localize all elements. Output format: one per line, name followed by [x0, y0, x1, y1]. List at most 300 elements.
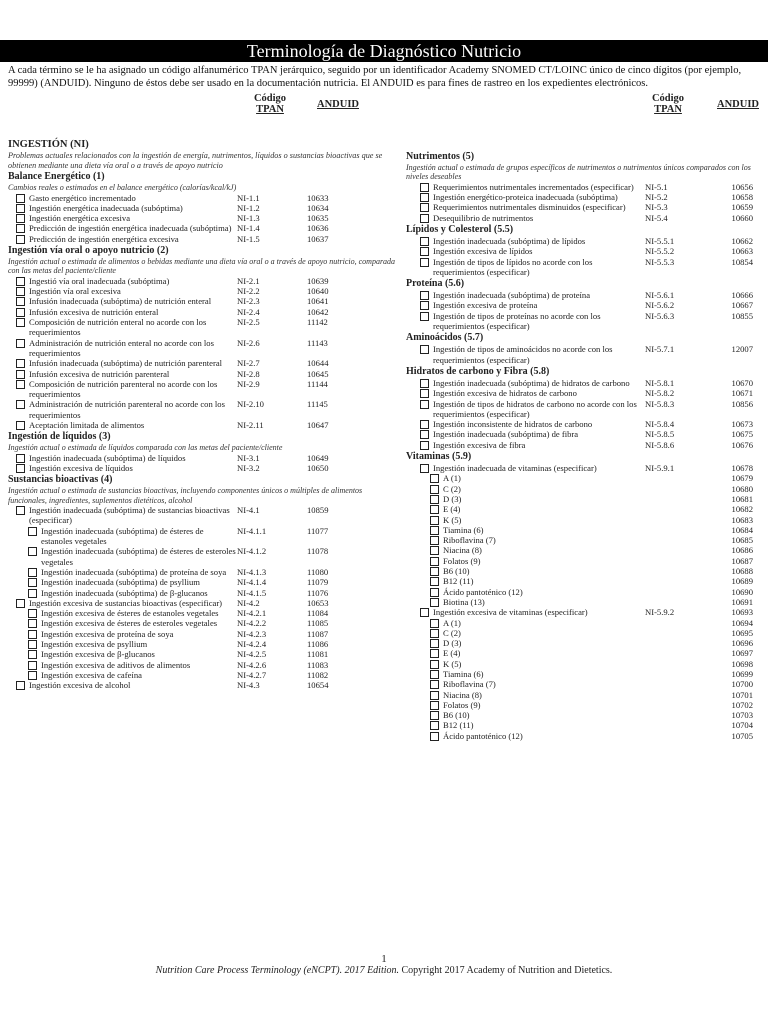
term-anduid: 11087: [307, 628, 329, 639]
class-description: Cambios reales o estimados en el balance energético (calorías/kcal/kJ): [8, 183, 237, 193]
term-anduid: 10686: [731, 545, 753, 556]
term-anduid: 10685: [731, 535, 753, 546]
term-code: NI-4.2.5: [237, 649, 267, 660]
checkbox[interactable]: [430, 505, 439, 514]
term-row: [8, 588, 400, 598]
term-row: [8, 463, 400, 473]
term-row: [8, 379, 400, 400]
term-code: NI-5.8.2: [645, 388, 675, 399]
term-anduid: 11081: [307, 649, 329, 660]
checkbox[interactable]: [28, 671, 37, 680]
term-label: Ingestión inadecuada (subóptima) de hidratos de carbono: [433, 377, 630, 388]
term-anduid: 10699: [731, 668, 753, 679]
checkbox[interactable]: [16, 224, 25, 233]
term-label: K (5): [443, 514, 462, 525]
term-anduid: 10693: [731, 607, 753, 618]
term-row: [8, 234, 400, 244]
term-row: [406, 607, 756, 617]
term-row: [406, 236, 756, 246]
term-anduid: 10690: [731, 586, 753, 597]
term-row: [8, 670, 400, 680]
term-anduid: 10644: [307, 358, 329, 369]
class-title: Vitaminas (5.9): [406, 451, 472, 463]
term-row: [8, 526, 400, 547]
term-row: [8, 546, 400, 567]
checkbox[interactable]: [430, 701, 439, 710]
term-row: [8, 577, 400, 587]
term-code: NI-5.6.3: [645, 310, 675, 321]
term-row: [8, 649, 400, 659]
term-anduid: 10676: [731, 439, 753, 450]
checkbox[interactable]: [16, 454, 25, 463]
term-label: Riboflavina (7): [443, 535, 496, 546]
term-row: [8, 598, 400, 608]
checkbox[interactable]: [430, 711, 439, 720]
class-title: Lípidos y Colesterol (5.5): [406, 224, 514, 235]
term-row: [406, 399, 756, 420]
checkbox[interactable]: [16, 194, 25, 203]
term-label: Ingestión excesiva de proteína: [433, 300, 538, 311]
term-row: [406, 388, 756, 398]
term-anduid: 10658: [731, 192, 753, 203]
checkbox[interactable]: [420, 608, 429, 617]
term-label: Niacina (8): [443, 545, 482, 556]
term-label: Ingestión excesiva de β-glucanos: [41, 649, 155, 660]
term-label: Ingestión inadecuada (subóptima) de psyllium: [41, 577, 200, 588]
checkbox[interactable]: [28, 661, 37, 670]
term-label: Riboflavina (7): [443, 679, 496, 690]
checkbox[interactable]: [430, 619, 439, 628]
term-row: [406, 618, 756, 628]
term-code: NI-1.1: [237, 192, 260, 203]
term-anduid: 10673: [731, 419, 753, 430]
term-anduid: 10856: [731, 398, 753, 409]
term-anduid: 10687: [731, 555, 753, 566]
checkbox[interactable]: [430, 588, 439, 597]
checkbox[interactable]: [430, 721, 439, 730]
term-label: A (1): [443, 617, 461, 628]
term-label: A (1): [443, 473, 461, 484]
class-title: Nutrimentos (5): [406, 151, 475, 162]
term-anduid: 10641: [307, 296, 329, 307]
term-code: NI-1.2: [237, 202, 260, 213]
term-code: NI-5.9.2: [645, 607, 675, 618]
term-label: B6 (10): [443, 566, 470, 577]
class-description: Ingestión actual o estimada de líquidos comparada con las metas del paciente/cliente: [8, 443, 283, 453]
term-label: Tiamina (6): [443, 668, 484, 679]
term-label: Ingestión inadecuada (subóptima) de líquidos: [29, 452, 186, 463]
term-row: [406, 669, 756, 679]
term-row: [406, 576, 756, 586]
term-row: [406, 463, 756, 473]
checkbox[interactable]: [420, 312, 429, 321]
checkbox[interactable]: [420, 464, 429, 473]
term-anduid: 11076: [307, 587, 329, 598]
checkbox[interactable]: [430, 495, 439, 504]
term-label: Ácido pantoténico (12): [443, 586, 523, 597]
term-code: NI-1.4: [237, 223, 260, 234]
class-title: Hidratos de carbono y Fibra (5.8): [406, 365, 550, 377]
term-label: Aceptación limitada de alimentos: [29, 420, 145, 431]
term-code: NI-3.1: [237, 452, 260, 463]
checkbox[interactable]: [430, 485, 439, 494]
term-label: Ingestión excesiva de aditivos de alimentos: [41, 659, 191, 670]
term-label: Tiamina (6): [443, 524, 484, 535]
term-anduid: 10645: [307, 368, 329, 379]
term-row: [406, 440, 756, 450]
term-anduid: 10656: [731, 181, 753, 192]
term-label: Niacina (8): [443, 689, 482, 700]
class-title: Proteína (5.6): [406, 278, 465, 290]
checkbox[interactable]: [16, 464, 25, 473]
checkbox[interactable]: [16, 339, 25, 348]
term-anduid: 10855: [731, 310, 753, 321]
term-anduid: 10671: [731, 388, 753, 399]
checkbox[interactable]: [16, 380, 25, 389]
checkbox[interactable]: [420, 430, 429, 439]
checkbox[interactable]: [430, 474, 439, 483]
term-label: Ingestión inadecuada (subóptima) de ésteres de estanoles vegetales: [41, 525, 204, 547]
checkbox[interactable]: [430, 536, 439, 545]
term-row: [8, 193, 400, 203]
term-row: [406, 720, 756, 730]
checkbox[interactable]: [16, 370, 25, 379]
term-anduid: 10678: [731, 463, 753, 474]
term-anduid: 11078: [307, 546, 329, 557]
term-code: NI-5.8.1: [645, 377, 675, 388]
checkbox[interactable]: [420, 345, 429, 354]
term-anduid: 10698: [731, 658, 753, 669]
term-label: Ingestión excesiva de alcohol: [29, 680, 131, 691]
checkbox[interactable]: [16, 599, 25, 608]
term-anduid: 10663: [731, 246, 753, 257]
checkbox[interactable]: [16, 421, 25, 430]
checkbox[interactable]: [16, 287, 25, 296]
term-code: NI-1.3: [237, 213, 260, 224]
checkbox[interactable]: [430, 639, 439, 648]
checkbox[interactable]: [16, 400, 25, 409]
term-label: K (5): [443, 658, 462, 669]
term-label: Ácido pantoténico (12): [443, 730, 523, 741]
class-title: Ingestión vía oral o apoyo nutricio (2): [8, 245, 169, 257]
term-label: Ingestión de tipos de proteínas no acorde con los requerimientos (especificar): [433, 310, 601, 332]
term-code: NI-5.3: [645, 202, 668, 213]
class-description: Ingestión actual o estimada de alimentos o bebidas mediante una dieta vía oral o a través de apoyo nutricio, comparada con las metas del paciente/cliente: [8, 257, 396, 276]
term-anduid: 10642: [307, 306, 329, 317]
checkbox[interactable]: [16, 681, 25, 690]
checkbox[interactable]: [28, 650, 37, 659]
checkbox[interactable]: [28, 640, 37, 649]
term-code: NI-2.10: [237, 399, 264, 410]
term-code: NI-4.2.1: [237, 608, 267, 619]
checkbox[interactable]: [16, 318, 25, 327]
term-label: Folatos (9): [443, 555, 481, 566]
checkbox[interactable]: [16, 214, 25, 223]
term-label: Administración de nutrición parenteral no acorde con los requerimientos: [29, 399, 225, 420]
checkbox[interactable]: [16, 235, 25, 244]
checkbox[interactable]: [16, 308, 25, 317]
checkbox[interactable]: [16, 506, 25, 515]
term-anduid: 10635: [307, 213, 329, 224]
checkbox[interactable]: [28, 630, 37, 639]
checkbox[interactable]: [430, 577, 439, 586]
checkbox[interactable]: [430, 526, 439, 535]
term-label: Ingestión energética excesiva: [29, 213, 131, 224]
term-anduid: 10859: [307, 505, 329, 516]
term-row: [8, 369, 400, 379]
term-code: NI-4.2.3: [237, 628, 267, 639]
term-row: [8, 358, 400, 368]
term-label: Desequilibrio de nutrimentos: [433, 212, 534, 223]
checkbox[interactable]: [28, 547, 37, 556]
term-row: [406, 679, 756, 689]
term-label: D (3): [443, 493, 462, 504]
term-row: [406, 710, 756, 720]
term-label: Ingestión excesiva de hidratos de carbono: [433, 388, 577, 399]
checkbox[interactable]: [420, 258, 429, 267]
term-anduid: 10667: [731, 300, 753, 311]
term-label: Ingestión excesiva de psyllium: [41, 639, 148, 650]
term-label: D (3): [443, 638, 462, 649]
term-code: NI-5.8.4: [645, 419, 675, 430]
term-code: NI-2.5: [237, 317, 260, 328]
checkbox[interactable]: [16, 277, 25, 286]
term-anduid: 10650: [307, 463, 329, 474]
term-code: NI-5.4: [645, 212, 668, 223]
term-row: [406, 378, 756, 388]
term-row: [406, 535, 756, 545]
checkbox[interactable]: [420, 247, 429, 256]
term-code: NI-4.2.6: [237, 659, 267, 670]
term-anduid: 10702: [731, 699, 753, 710]
term-label: C (2): [443, 627, 461, 638]
term-row: [8, 317, 400, 338]
term-code: NI-2.3: [237, 296, 260, 307]
term-row: [8, 680, 400, 690]
term-row: [8, 213, 400, 223]
term-row: [8, 276, 400, 286]
term-anduid: 11144: [307, 378, 328, 389]
term-label: Composición de nutrición parenteral no acorde con los requerimientos: [29, 378, 218, 400]
term-anduid: 10694: [731, 617, 753, 628]
checkbox[interactable]: [420, 389, 429, 398]
term-anduid: 10697: [731, 648, 753, 659]
term-row: [406, 515, 756, 525]
term-label: Ingestión inadecuada (subóptima) de proteína: [433, 290, 591, 301]
term-row: [406, 182, 756, 192]
term-label: Ingestión excesiva de lípidos: [433, 246, 533, 257]
class-title: Ingestión de líquidos (3): [8, 431, 111, 443]
term-label: E (4): [443, 648, 461, 659]
term-anduid: 11079: [307, 577, 329, 588]
term-anduid: 10700: [731, 679, 753, 690]
term-code: NI-2.1: [237, 275, 260, 286]
term-code: NI-4.1.1: [237, 525, 267, 536]
intro-paragraph: A cada término se le ha asignado un código alfanumérico TPAN jerárquico, seguido por un identificador Academy SNOMED CT/LOINC único de cinco dígitos (por ejemplo, 99999) (ANDUID). Ninguno de éstos debe ser usado en la documentación nutricia. El ANDUID es para fines de rastreo en los expedientes electrónicos.: [8, 65, 742, 89]
class-title: Aminoácidos (5.7): [406, 332, 484, 344]
term-code: NI-4.1: [237, 505, 260, 516]
col-header-anduid-left: ANDUID: [317, 99, 359, 110]
term-code: NI-4.2.7: [237, 669, 267, 680]
checkbox[interactable]: [430, 670, 439, 679]
term-code: NI-5.8.6: [645, 439, 675, 450]
checkbox[interactable]: [16, 297, 25, 306]
term-label: Ingestión de tipos de lípidos no acorde con los requerimientos (especificar): [433, 256, 593, 277]
term-row: [406, 690, 756, 700]
checkbox[interactable]: [430, 660, 439, 669]
term-code: NI-3.2: [237, 463, 260, 474]
term-row: [8, 338, 400, 359]
term-anduid: 10695: [731, 627, 753, 638]
term-row: [406, 587, 756, 597]
checkbox[interactable]: [420, 400, 429, 409]
term-anduid: 11142: [307, 317, 328, 328]
term-label: Predicción de ingestión energética excesiva: [29, 233, 179, 244]
term-code: NI-5.2: [645, 192, 668, 203]
term-label: Requerimientos nutrimentales incrementados (especificar): [433, 181, 634, 192]
checkbox[interactable]: [430, 567, 439, 576]
domain-description: Problemas actuales relacionados con la ingestión de energía, nutrimentos, líquidos o sustancias bioactivas que se obtienen mediante una dieta vía oral o a través de apoyo nutricio: [8, 151, 383, 170]
checkbox[interactable]: [28, 527, 37, 536]
term-anduid: 10684: [731, 524, 753, 535]
term-anduid: 10634: [307, 202, 329, 213]
term-row: [406, 504, 756, 514]
checkbox[interactable]: [430, 732, 439, 741]
checkbox[interactable]: [420, 420, 429, 429]
checkbox[interactable]: [430, 546, 439, 555]
term-row: [406, 700, 756, 710]
checkbox[interactable]: [430, 598, 439, 607]
term-label: B12 (11): [443, 720, 474, 731]
footer: [0, 965, 768, 976]
term-anduid: 10653: [307, 597, 329, 608]
term-code: NI-4.1.3: [237, 566, 267, 577]
term-row: [8, 660, 400, 670]
term-label: Ingestión inadecuada (subóptima) de sustancias bioactivas (especificar): [29, 505, 230, 526]
term-code: NI-2.11: [237, 420, 264, 431]
checkbox[interactable]: [16, 204, 25, 213]
term-anduid: 10683: [731, 514, 753, 525]
term-anduid: 10659: [731, 202, 753, 213]
term-anduid: 11084: [307, 608, 329, 619]
term-label: Administración de nutrición enteral no acorde con los requerimientos: [29, 337, 214, 358]
right-column: [406, 150, 756, 741]
right-classes: [406, 151, 756, 741]
term-row: [406, 659, 756, 669]
term-code: NI-5.5.1: [645, 236, 675, 246]
term-anduid: 10705: [731, 730, 753, 741]
term-label: Ingestión inadecuada (subóptima) de lípidos: [433, 236, 586, 246]
term-label: Ingestión energética inadecuada (subóptima): [29, 202, 183, 213]
term-label: Ingestión excesiva de fibra: [433, 439, 526, 450]
checkbox[interactable]: [420, 203, 429, 212]
term-label: Ingestión inadecuada (subóptima) de fibra: [433, 429, 579, 440]
left-column: [8, 137, 400, 691]
term-code: NI-5.5.2: [645, 246, 675, 257]
checkbox[interactable]: [28, 589, 37, 598]
term-row: [406, 429, 756, 439]
checkbox[interactable]: [420, 183, 429, 192]
page-number: 1: [381, 953, 387, 965]
term-row: [406, 213, 756, 223]
term-label: Ingestión de tipos de aminoácidos no acorde con los requerimientos (especificar): [433, 344, 613, 365]
term-label: Infusión excesiva de nutrición enteral: [29, 306, 159, 317]
term-row: [8, 203, 400, 213]
col-header-anduid-right: ANDUID: [717, 99, 759, 110]
term-label: Composición de nutrición enteral no acorde con los requerimientos: [29, 317, 207, 338]
term-label: Ingestión inconsistente de hidratos de carbono: [433, 419, 593, 430]
term-label: Ingestión excesiva de cafeína: [41, 669, 142, 680]
term-label: Predicción de ingestión energética inadecuada (subóptima): [29, 223, 232, 234]
term-row: [406, 628, 756, 638]
checkbox[interactable]: [420, 441, 429, 450]
checkbox[interactable]: [420, 214, 429, 223]
checkbox[interactable]: [28, 578, 37, 587]
term-label: Ingestión inadecuada de vitaminas (especificar): [433, 463, 597, 474]
term-code: NI-2.4: [237, 306, 260, 317]
checkbox[interactable]: [430, 691, 439, 700]
term-row: [8, 286, 400, 296]
term-row: [8, 399, 400, 420]
term-row: [8, 629, 400, 639]
checkbox[interactable]: [28, 619, 37, 628]
checkbox[interactable]: [430, 516, 439, 525]
left-classes: [8, 171, 400, 690]
checkbox[interactable]: [430, 649, 439, 658]
term-row: [406, 648, 756, 658]
checkbox[interactable]: [420, 193, 429, 202]
term-row: [406, 494, 756, 504]
term-anduid: 11083: [307, 659, 329, 670]
checkbox[interactable]: [28, 568, 37, 577]
term-anduid: 10854: [731, 256, 753, 267]
checkbox[interactable]: [420, 379, 429, 388]
term-row: [406, 556, 756, 566]
checkbox[interactable]: [420, 301, 429, 310]
term-anduid: 10640: [307, 286, 329, 297]
checkbox[interactable]: [420, 237, 429, 246]
checkbox[interactable]: [430, 680, 439, 689]
checkbox[interactable]: [28, 609, 37, 618]
term-row: [406, 246, 756, 256]
term-row: [8, 453, 400, 463]
term-label: Biotina (13): [443, 596, 485, 607]
term-label: Ingestión inadecuada (subóptima) de proteína de soya: [41, 566, 227, 577]
term-row: [406, 566, 756, 576]
term-anduid: 10654: [307, 680, 329, 691]
checkbox[interactable]: [16, 359, 25, 368]
term-code: NI-4.2.2: [237, 618, 267, 629]
term-row: [8, 608, 400, 618]
footer-text: Nutrition Care Process Terminology (eNCPT). 2017 Edition.: [155, 965, 400, 976]
term-anduid: 10703: [731, 710, 753, 721]
class-title: Balance Energético (1): [8, 171, 105, 183]
term-code: NI-4.1.2: [237, 546, 267, 557]
checkbox[interactable]: [430, 629, 439, 638]
term-code: NI-5.6.1: [645, 290, 675, 301]
class-description: Ingestión actual o estimada de sustancias bioactivas, incluyendo componentes únicos o múltiples de alimentos funcionales, ingredientes, suplementos dietéticos, alcohol: [8, 486, 363, 505]
term-row: [406, 597, 756, 607]
term-label: B6 (10): [443, 710, 470, 721]
term-row: [8, 505, 400, 526]
col-header-code-left: Código TPAN: [253, 93, 287, 115]
term-label: Gasto energético incrementado: [29, 192, 136, 203]
term-anduid: 10701: [731, 689, 753, 700]
term-anduid: 10675: [731, 429, 753, 440]
term-row: [8, 420, 400, 430]
checkbox[interactable]: [430, 557, 439, 566]
checkbox[interactable]: [420, 291, 429, 300]
